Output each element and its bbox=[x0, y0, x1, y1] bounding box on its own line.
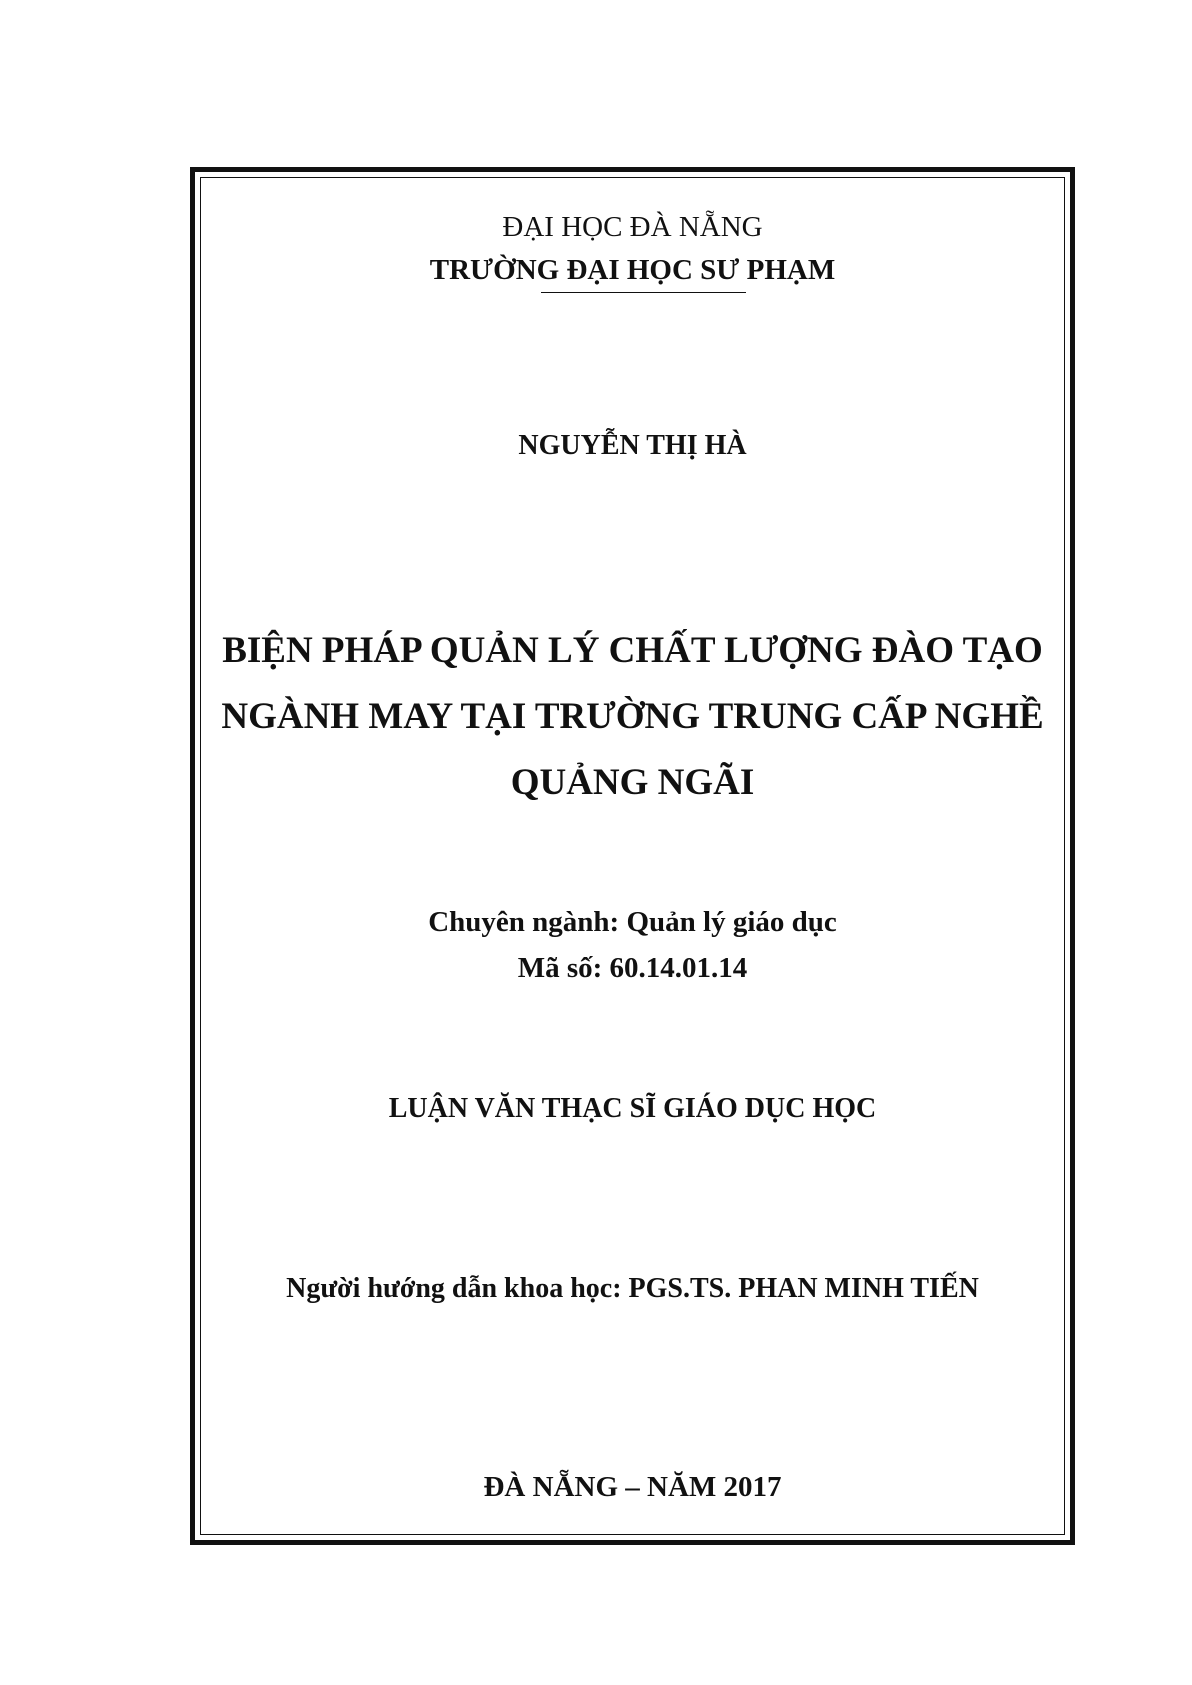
degree-label: LUẬN VĂN THẠC SĨ GIÁO DỤC HỌC bbox=[388, 1093, 877, 1124]
school-underline bbox=[541, 292, 746, 293]
thesis-title-line: QUẢNG NGÃI bbox=[510, 762, 755, 803]
thesis-title-line: BIỆN PHÁP QUẢN LÝ CHẤT LƯỢNG ĐÀO TẠO bbox=[222, 630, 1043, 671]
school-name: TRƯỜNG ĐẠI HỌC SƯ PHẠM bbox=[429, 254, 836, 286]
advisor-label: Người hướng dẫn khoa học: PGS.TS. PHAN MINH TIẾN bbox=[286, 1273, 979, 1304]
cover-inner-border bbox=[200, 177, 1065, 1535]
major-code: Mã số: 60.14.01.14 bbox=[517, 952, 748, 984]
author-name: NGUYỄN THỊ HÀ bbox=[518, 430, 747, 461]
cover-border bbox=[190, 167, 1075, 1545]
university-name: ĐẠI HỌC ĐÀ NẴNG bbox=[502, 211, 763, 243]
thesis-title bbox=[201, 618, 1064, 816]
place-year: ĐÀ NẴNG – NĂM 2017 bbox=[483, 1471, 782, 1503]
major-label: Chuyên ngành: Quản lý giáo dục bbox=[428, 906, 837, 938]
thesis-title-line: NGÀNH MAY TẠI TRƯỜNG TRUNG CẤP NGHỀ bbox=[221, 696, 1044, 737]
